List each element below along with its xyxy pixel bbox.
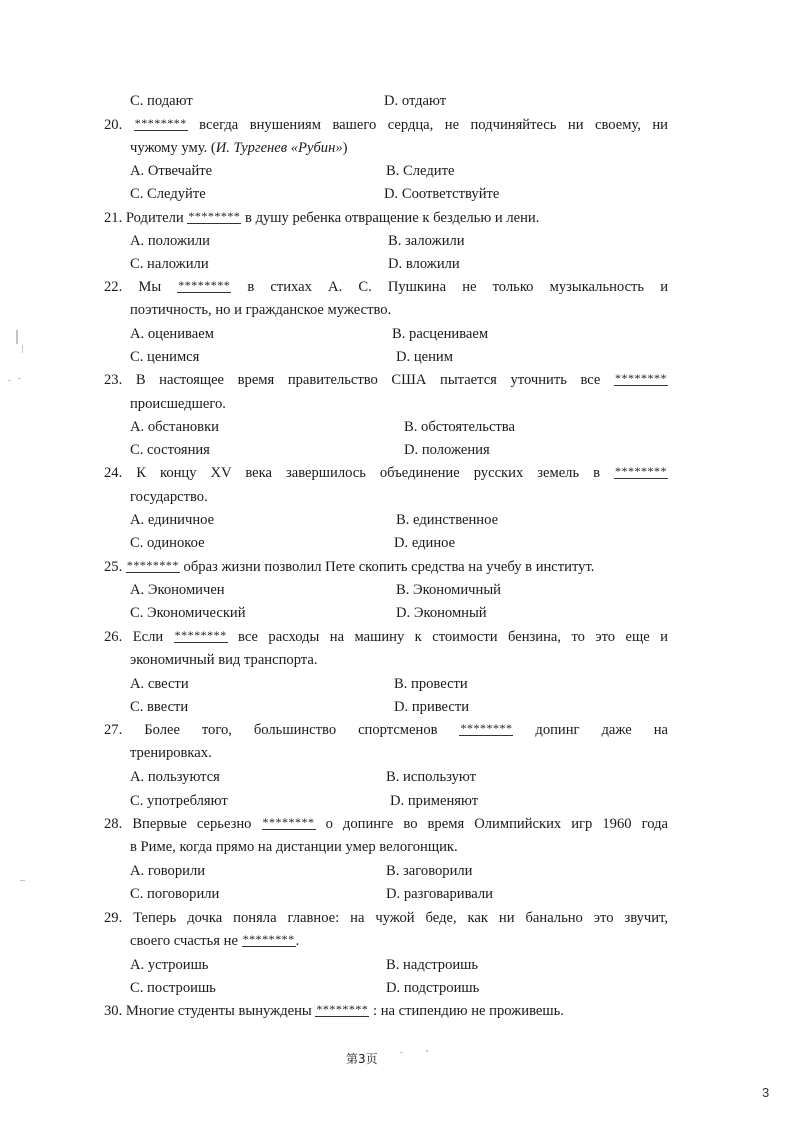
question-29-continuation — [130, 932, 668, 950]
answer-blank: ******** — [242, 932, 295, 946]
scan-artifact — [20, 880, 25, 881]
option-c: C. подают — [130, 93, 193, 109]
question-21 — [104, 209, 668, 227]
scan-artifact — [22, 345, 23, 353]
option-c: C. состояния — [130, 442, 210, 458]
question-text: о допинге во время Олимпийских игр 1960 года — [315, 816, 669, 832]
question-number: 22. — [104, 279, 123, 295]
option-c: C. поговорили — [130, 886, 220, 902]
answer-blank: ******** — [316, 1002, 369, 1016]
scan-artifact — [426, 1050, 428, 1052]
question-number: 24. — [104, 465, 123, 481]
option-a: A. единичное — [130, 512, 215, 528]
option-d: D. разговаривали — [386, 886, 493, 902]
option-c: C. употребляют — [130, 793, 228, 809]
question-25 — [104, 558, 668, 576]
scan-artifact — [400, 1052, 403, 1053]
option-d: D. применяют — [390, 793, 479, 809]
question-28 — [104, 815, 668, 833]
answer-blank: ******** — [615, 371, 667, 385]
question-26-continuation: экономичный вид транспорта. — [130, 652, 318, 668]
option-d: D. положения — [404, 442, 490, 458]
question-text: всегда внушениям вашего сердца, не подчиняйтесь ни своему, ни — [187, 117, 668, 133]
question-29 — [104, 909, 668, 927]
option-a: A. пользуются — [130, 769, 220, 785]
option-b: B. Экономичный — [396, 582, 501, 598]
question-text: Многие студенты вынуждены — [125, 1003, 316, 1019]
question-text: все расходы на машину к стоимости бензина, то это еще и — [227, 629, 668, 645]
answer-blank: ******** — [460, 721, 513, 735]
question-text: ) — [342, 140, 348, 156]
option-b: B. расцениваем — [392, 326, 489, 342]
option-c: C. одинокое — [130, 535, 205, 551]
option-c: C. Экономический — [130, 605, 246, 621]
page-number: 3 — [762, 1085, 770, 1100]
question-number: 27. — [104, 722, 123, 738]
option-d: D. Соответствуйте — [384, 186, 500, 202]
option-a: A. оцениваем — [130, 326, 214, 342]
question-number: 28. — [104, 816, 123, 832]
answer-blank: ******** — [134, 116, 187, 130]
question-text: Теперь дочка поняла главное: на чужой беде, как ни банально это звучит, — [133, 910, 668, 926]
option-a: A. Экономичен — [130, 582, 225, 598]
question-22-continuation: поэтичность, но и гражданское мужество. — [130, 302, 392, 318]
question-text: Впервые серьезно — [132, 816, 262, 832]
question-number: 29. — [104, 910, 123, 926]
option-d: D. ценим — [396, 349, 453, 365]
scan-artifact — [18, 378, 21, 379]
question-28-continuation: в Риме, когда прямо на дистанции умер велогонщик. — [130, 839, 458, 855]
question-26 — [104, 628, 668, 646]
scan-artifact — [8, 380, 11, 381]
question-30 — [104, 1002, 668, 1020]
question-text: К концу XV века завершилось объединение русских земель в — [136, 465, 614, 481]
option-b: B. используют — [386, 769, 477, 785]
option-a: A. обстановки — [130, 419, 219, 435]
footer-page-label: 第3页 — [346, 1052, 378, 1066]
question-text: в стихах А. С. Пушкина не только музыкальность и — [231, 279, 669, 295]
question-text: образ жизни позволил Пете скопить средства на учебу в институт. — [179, 559, 595, 575]
option-a: A. положили — [130, 233, 210, 249]
question-22 — [104, 278, 668, 296]
question-text: Родители — [125, 210, 188, 226]
option-d: D. отдают — [384, 93, 447, 109]
option-d: D. вложили — [388, 256, 460, 272]
question-text: Более того, большинство спортсменов — [144, 722, 460, 738]
question-text: чужому уму. ( — [130, 140, 216, 156]
option-a: A. говорили — [130, 863, 206, 879]
option-a: A. свести — [130, 676, 189, 692]
question-number: 26. — [104, 629, 123, 645]
question-20-continuation — [130, 139, 668, 157]
answer-blank: ******** — [262, 815, 315, 829]
question-text: Если — [132, 629, 174, 645]
option-a: A. Отвечайте — [130, 163, 213, 179]
question-number: 20. — [104, 117, 123, 133]
option-b: B. единственное — [396, 512, 499, 528]
answer-blank: ******** — [126, 558, 179, 572]
answer-blank: ******** — [615, 464, 667, 478]
answer-blank: ******** — [178, 278, 231, 292]
question-text: Мы — [138, 279, 178, 295]
option-c: C. ввести — [130, 699, 189, 715]
question-number: 25. — [104, 559, 123, 575]
option-c: C. построишь — [130, 980, 216, 996]
option-c: C. наложили — [130, 256, 209, 272]
question-text: допинг даже на — [513, 722, 668, 738]
option-c: C. ценимся — [130, 349, 200, 365]
question-27-continuation: тренировках. — [130, 745, 212, 761]
option-b: B. Следите — [386, 163, 455, 179]
answer-blank: ******** — [174, 628, 227, 642]
scan-artifact — [16, 330, 18, 344]
answer-blank: ******** — [188, 209, 241, 223]
citation: И. Тургенев «Рубин» — [215, 140, 343, 156]
question-27 — [104, 721, 668, 739]
option-b: B. надстроишь — [386, 957, 479, 973]
option-b: B. заложили — [388, 233, 465, 249]
option-b: B. обстоятельства — [404, 419, 515, 435]
option-b: B. заговорили — [386, 863, 473, 879]
option-d: D. привести — [394, 699, 470, 715]
option-c: C. Следуйте — [130, 186, 206, 202]
question-23-continuation: происшедшего. — [130, 396, 226, 412]
option-a: A. устроишь — [130, 957, 209, 973]
question-text: : на стипендию не проживешь. — [369, 1003, 564, 1019]
question-text: . — [295, 933, 300, 949]
question-number: 23. — [104, 372, 123, 388]
question-text: В настоящее время правительство США пытается уточнить все — [135, 372, 614, 388]
question-text: своего счастья не — [130, 933, 242, 949]
question-23 — [104, 371, 668, 389]
question-24 — [104, 464, 668, 482]
question-text: в душу ребенка отвращение к безделью и лени. — [241, 210, 540, 226]
option-b: B. провести — [394, 676, 468, 692]
option-d: D. единое — [394, 535, 456, 551]
option-d: D. подстроишь — [386, 980, 480, 996]
question-24-continuation: государство. — [130, 489, 208, 505]
question-number: 30. — [104, 1003, 123, 1019]
option-d: D. Экономный — [396, 605, 487, 621]
question-20 — [104, 116, 668, 134]
question-number: 21. — [104, 210, 123, 226]
